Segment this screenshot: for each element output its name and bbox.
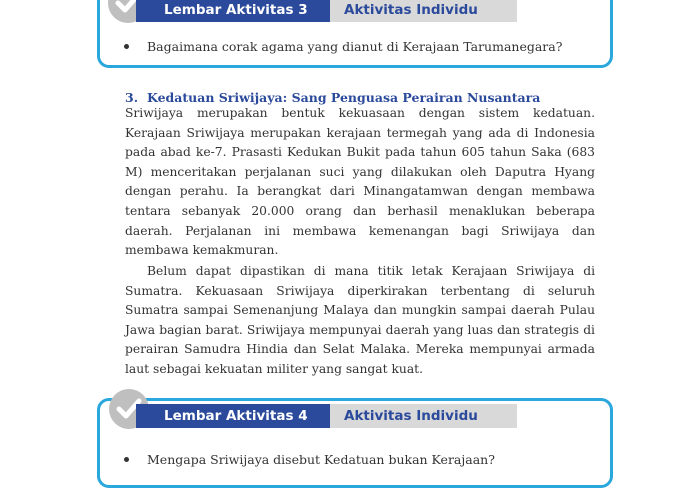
activity-question-text: Bagaimana corak agama yang dianut di Kerajaan Tarumanegara?: [147, 39, 563, 54]
activity-question: [124, 39, 562, 54]
body-paragraph-1: Sriwijaya merupakan bentuk kekuasaan dengan sistem kedatuan. Kerajaan Sriwijaya merupakan kerajaan termegah yang ada di Indonesia pada abad ke-7. Prasasti Kedukan Bukit pada tahun 605 tahun Saka (683 M) menceritakan perjalanan suci yang dilakukan oleh Daputra Hyang dengan perahu. Ia berangkat dari Minangatamwan dengan membawa tentara sebanyak 20.000 orang dan berhasil menaklukan beberapa daerah. Perjalanan ini membawa kemenangan bagi Sriwijaya dan membawa kemakmuran.: [125, 106, 595, 258]
section-heading: [125, 90, 540, 105]
activity-label: Lembar Aktivitas 3: [136, 0, 330, 22]
activity-label: Lembar Aktivitas 4: [136, 404, 330, 428]
activity-type: Aktivitas Individu: [330, 0, 517, 22]
bullet-icon: [124, 44, 129, 49]
activity-question: [124, 452, 495, 467]
activity-card-4: [97, 398, 613, 488]
section-title: Kedatuan Sriwijaya: Sang Penguasa Perairan Nusantara: [147, 90, 541, 105]
activity-header: [136, 404, 517, 428]
activity-question-text: Mengapa Sriwijaya disebut Kedatuan bukan Kerajaan?: [147, 452, 495, 467]
activity-type: Aktivitas Individu: [330, 404, 517, 428]
body-paragraph-2: Belum dapat dipastikan di mana titik letak Kerajaan Sriwijaya di Sumatra. Kekuasaan Sriwijaya diperkirakan terbentang di seluruh Sumatra sampai Semenanjung Malaya dan mungkin sampai daerah Pulau Jawa bagian barat. Sriwijaya mempunyai daerah yang luas dan strategis di perairan Samudra Hindia dan Selat Malaka. Mereka mempunyai armada laut sebagai kekuatan militer yang sangat kuat.: [125, 264, 595, 376]
activity-header: [136, 0, 517, 22]
activity-card-3: [97, 0, 613, 68]
section-number: 3.: [125, 90, 139, 105]
bullet-icon: [124, 457, 129, 462]
